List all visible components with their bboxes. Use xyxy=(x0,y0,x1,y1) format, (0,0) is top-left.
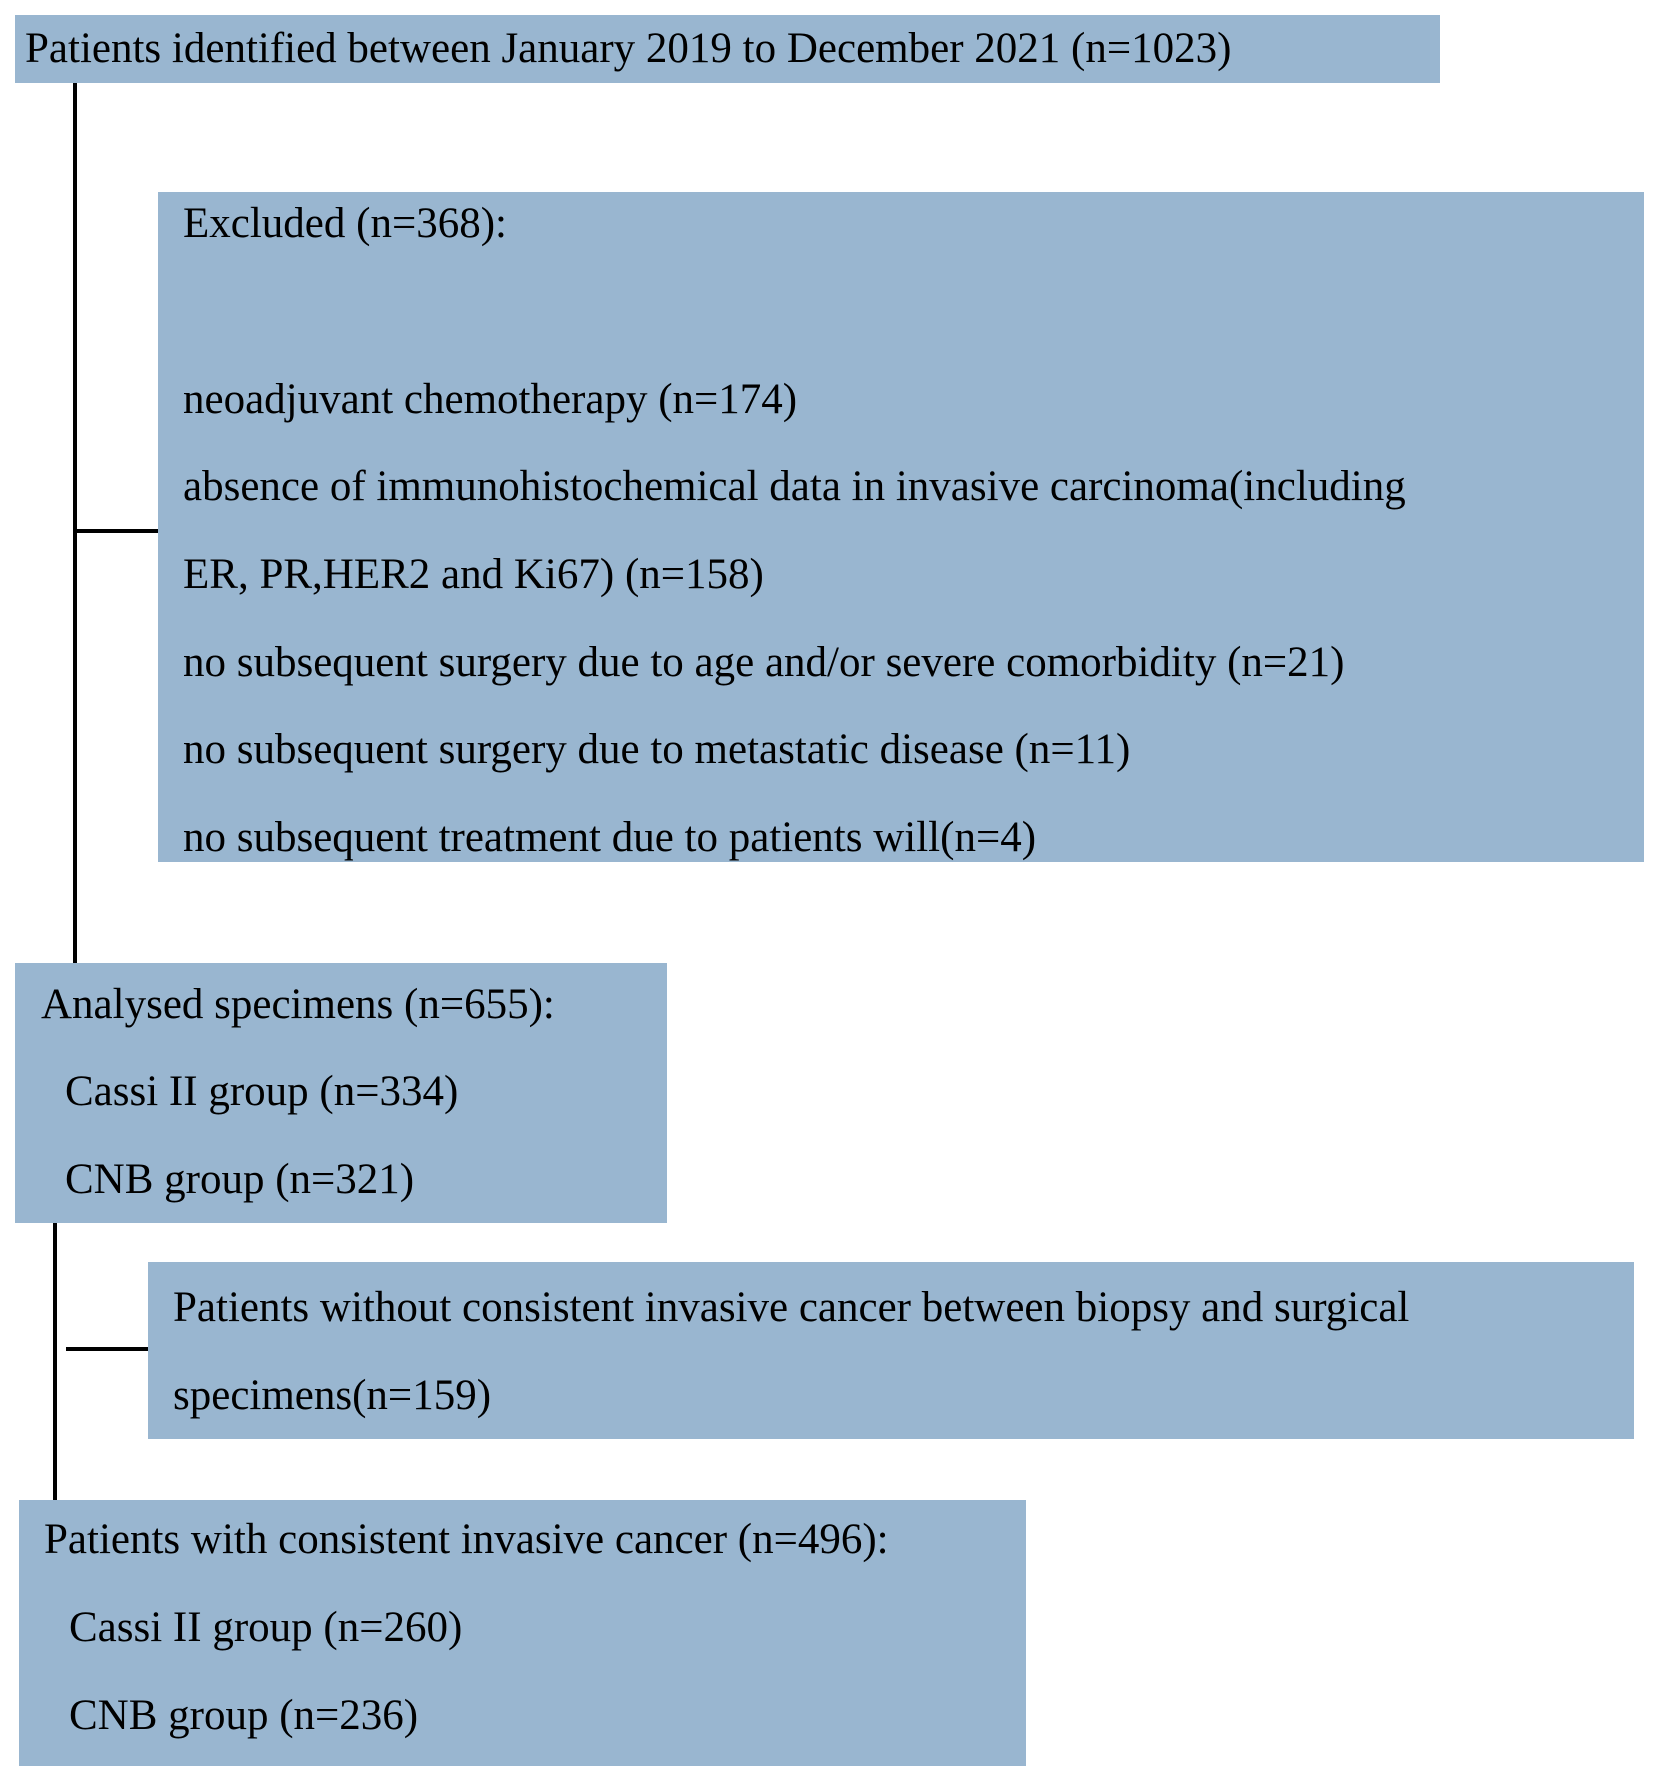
identified-text: Patients identified between January 2019 to December 2021 (n=1023) xyxy=(25,25,1232,72)
inconsistent-line: Patients without consistent invasive cancer between biopsy and surgical xyxy=(173,1284,1410,1331)
excluded-box xyxy=(158,192,1644,862)
analysed-title: Analysed specimens (n=655): xyxy=(41,981,555,1028)
excluded-item: no subsequent treatment due to patients will(n=4) xyxy=(183,814,1037,861)
excluded-title: Excluded (n=368): xyxy=(183,200,507,247)
excluded-item: absence of immunohistochemical data in invasive carcinoma(including xyxy=(183,463,1406,510)
connector-main-vertical xyxy=(73,83,77,963)
consistent-box xyxy=(19,1500,1026,1766)
analysed-box xyxy=(15,963,667,1223)
excluded-item: no subsequent surgery due to age and/or severe comorbidity (n=21) xyxy=(183,639,1345,686)
analysed-item: Cassi II group (n=334) xyxy=(65,1068,459,1115)
excluded-item: no subsequent surgery due to metastatic disease (n=11) xyxy=(183,726,1131,773)
consistent-item: CNB group (n=236) xyxy=(69,1692,419,1739)
connector-excluded-branch xyxy=(75,529,158,533)
analysed-item: CNB group (n=321) xyxy=(65,1156,415,1203)
excluded-item: neoadjuvant chemotherapy (n=174) xyxy=(183,376,798,423)
connector-lower-vertical xyxy=(53,1223,57,1500)
inconsistent-box xyxy=(148,1262,1634,1439)
consistent-item: Cassi II group (n=260) xyxy=(69,1604,463,1651)
consistent-title: Patients with consistent invasive cancer (n=496): xyxy=(44,1516,889,1563)
connector-inconsistent-branch xyxy=(66,1347,148,1351)
excluded-item: ER, PR,HER2 and Ki67) (n=158) xyxy=(183,551,764,598)
inconsistent-line: specimens(n=159) xyxy=(173,1372,492,1419)
identified-box xyxy=(15,15,1440,83)
